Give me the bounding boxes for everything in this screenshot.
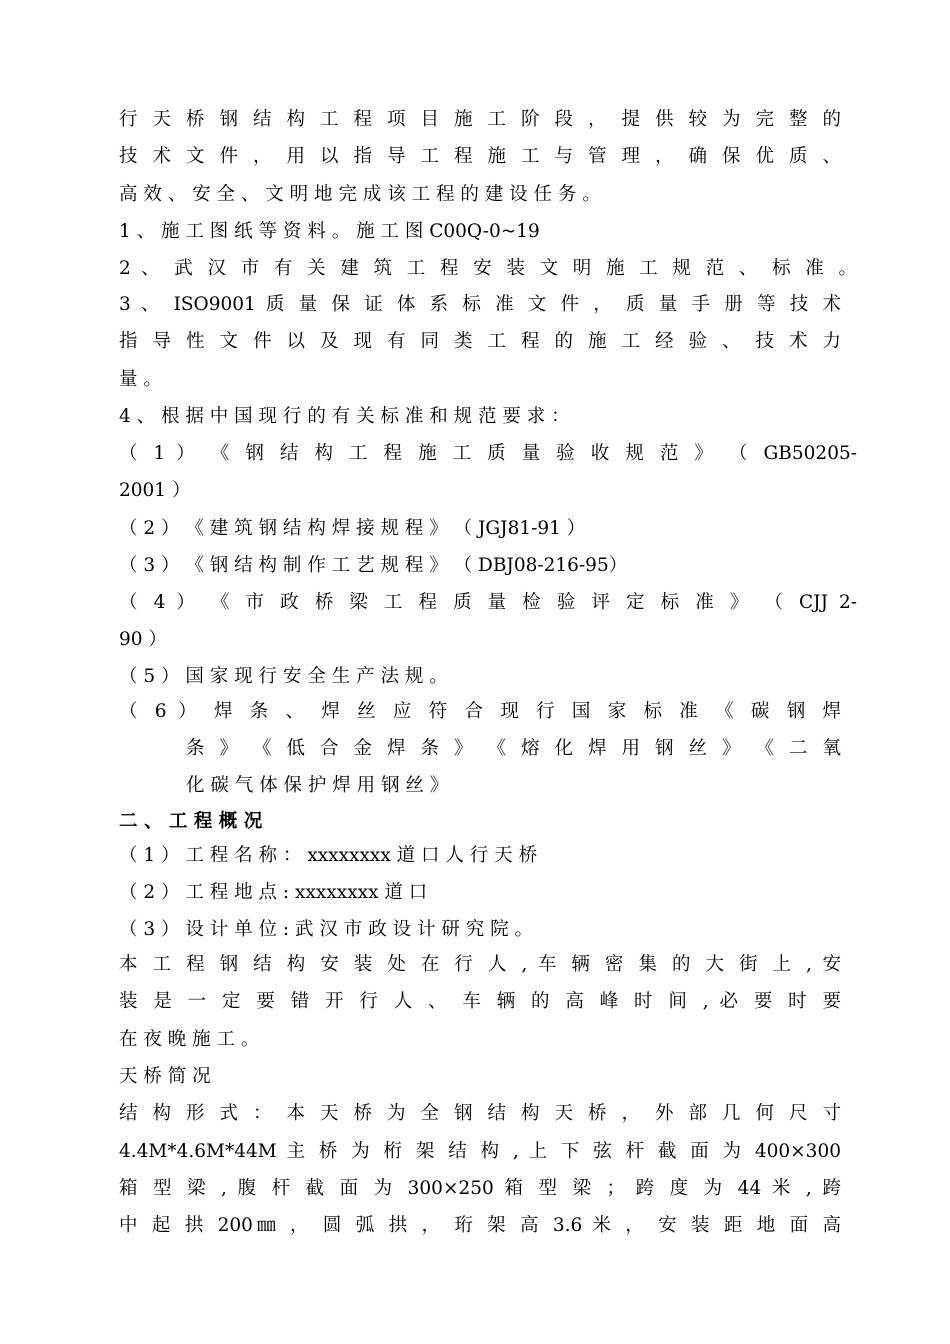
list-item: （ 3 ） 《 钢 结 构 制 作 工 艺 规 程 》 （ DBJ08-216-95） [119,555,628,576]
text-line: 条 》 《 低 合 金 焊 条 》 《 熔 化 焊 用 钢 丝 》 《 二 氧 [186,738,841,759]
list-item: 3 、 ISO9001 质 量 保 证 体 系 标 准 文 件 ， 质 量 手 册 等 技 术 [119,294,841,315]
list-item: 2 、 武 汉 市 有 关 建 筑 工 程 安 装 文 明 施 工 规 范 、 标 准 。 [119,258,857,279]
list-item: （ 2 ） 《 建 筑 钢 结 构 焊 接 规 程 》 （ JGJ81-91 ） [119,518,586,539]
list-item: （ 2 ） 工 程 地 点 : xxxxxxxx 道 口 [119,882,428,903]
text-line: 2001 ） [119,480,191,501]
list-item: （ 1 ） 《 钢 结 构 工 程 施 工 质 量 验 收 规 范 》 （ GB50205- [119,443,857,464]
text-line: 4.4M*4.6M*44M 主 桥 为 桁 架 结 构 , 上 下 弦 杆 截 面 为 400×300 [119,1141,841,1162]
text-line: 化 碳 气 体 保 护 焊 用 钢 丝 》 [186,775,449,796]
text-line: 90 ） [119,629,167,650]
section-heading: 二 、 工 程 概 况 [119,811,263,832]
list-item: （ 4 ） 《 市 政 桥 梁 工 程 质 量 检 验 评 定 标 准 》 （ CJJ 2- [119,592,857,613]
text-line: 中 起 拱 200㎜ ， 圆 弧 拱 ， 珩 架 高 3.6 米 ， 安 装 距 地 面 高 [119,1215,841,1236]
text-line: 在 夜 晚 施 工 。 [119,1029,260,1050]
list-item: （ 1 ） 工 程 名 称 ： xxxxxxxx 道 口 人 行 天 桥 [119,845,538,866]
list-item: 1 、 施 工 图 纸 等 资 料 。 施 工 图 C00Q-0~19 [119,221,540,242]
text-line: 技 术 文 件 ， 用 以 指 导 工 程 施 工 与 管 理 ， 确 保 优 质 、 [119,146,841,167]
text-line: 装 是 一 定 要 错 开 行 人 、 车 辆 的 高 峰 时 间 , 必 要 时 要 [119,991,841,1012]
text-line: 箱 型 梁 , 腹 杆 截 面 为 300×250 箱 型 梁 ； 跨 度 为 44 米 , 跨 [119,1178,841,1199]
text-line: 高 效 、 安 全 、 文 明 地 完 成 该 工 程 的 建 设 任 务 。 [119,184,601,205]
text-line: 量 。 [119,369,162,390]
text-line: 本 工 程 钢 结 构 安 装 处 在 行 人 , 车 辆 密 集 的 大 街 上 , 安 [119,954,841,975]
text-line: 行 天 桥 钢 结 构 工 程 项 目 施 工 阶 段 ， 提 供 较 为 完 整 的 [119,109,841,130]
list-item: （ 5 ） 国 家 现 行 安 全 生 产 法 规 。 [119,666,448,687]
list-item: 4 、 根 据 中 国 现 行 的 有 关 标 准 和 规 范 要 求 ： [119,406,570,427]
text-line: 结 构 形 式 ： 本 天 桥 为 全 钢 结 构 天 桥 ， 外 部 几 何 尺 寸 [119,1103,841,1124]
list-item: （ 6 ） 焊 条 、 焊 丝 应 符 合 现 行 国 家 标 准 《 碳 钢 焊 [119,701,841,722]
section-heading: 天 桥 简 况 [119,1066,211,1087]
list-item: （ 3 ） 设 计 单 位 : 武 汉 市 政 设 计 研 究 院 。 [119,919,533,940]
text-line: 指 导 性 文 件 以 及 现 有 同 类 工 程 的 施 工 经 验 、 技 术 力 [119,331,841,352]
